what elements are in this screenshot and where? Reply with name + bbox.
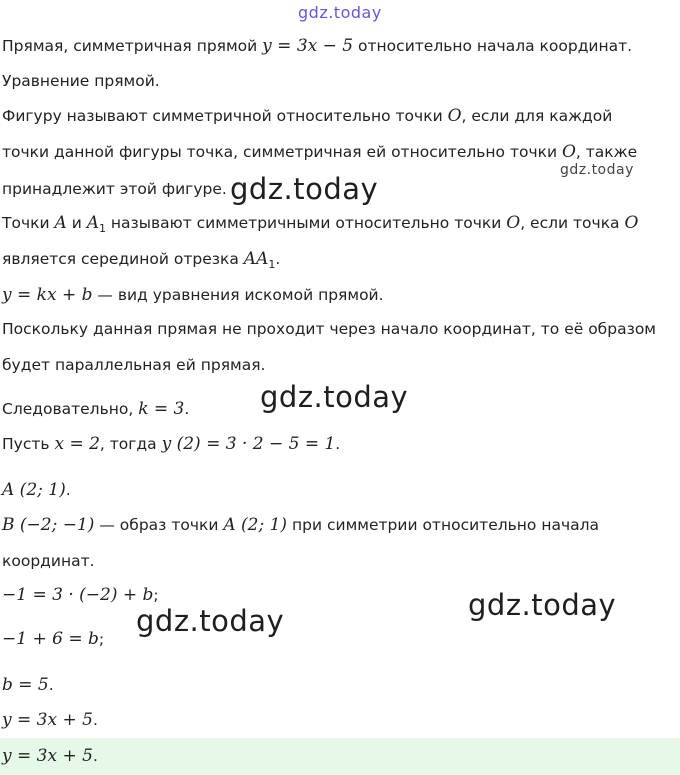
- text-line: A (2; 1).: [2, 480, 71, 500]
- text-line: Точки A и $A_1$ называют симметричными относительно точки O, если точка O: [2, 213, 639, 236]
- text-line: Уравнение прямой.: [2, 72, 160, 90]
- watermark: gdz.today: [136, 604, 285, 638]
- text-line: Следовательно, k = 3.: [2, 399, 190, 419]
- text-line: b = 5.: [2, 675, 54, 695]
- text-line: Поскольку данная прямая не проходит через начало координат, то её образом: [2, 320, 656, 338]
- watermark: gdz.today: [230, 172, 379, 206]
- text-line: −1 = 3 · (−2) + b;: [2, 585, 159, 605]
- watermark: gdz.today: [560, 162, 634, 178]
- watermark: gdz.today: [298, 3, 382, 22]
- text-line: −1 + 6 = b;: [2, 629, 105, 649]
- text-line: y = 3x + 5.: [2, 710, 98, 730]
- answer-highlight: [0, 738, 680, 775]
- text-line: точки данной фигуры точка, симметричная ей относительно точки O, также: [2, 142, 638, 162]
- text-line: B (−2; −1) — образ точки A (2; 1) при симметрии относительно начала: [2, 515, 600, 535]
- text-line: Пусть x = 2, тогда y (2) = 3 · 2 − 5 = 1.: [2, 434, 341, 454]
- text-line: принадлежит этой фигуре.: [2, 180, 227, 198]
- final-answer: y = 3x + 5.: [2, 746, 98, 766]
- text-line: будет параллельная ей прямая.: [2, 356, 266, 374]
- text-line: y = kx + b — вид уравнения искомой прямой.: [2, 285, 384, 305]
- text-line: координат.: [2, 552, 95, 570]
- text-line: Фигуру называют симметричной относительно точки O, если для каждой: [2, 106, 613, 126]
- text-line: является серединой отрезка $AA_1$.: [2, 249, 281, 272]
- watermark: gdz.today: [260, 380, 409, 414]
- text-line: Прямая, симметричная прямой y = 3x − 5 относительно начала координат.: [2, 36, 633, 56]
- watermark: gdz.today: [468, 588, 617, 622]
